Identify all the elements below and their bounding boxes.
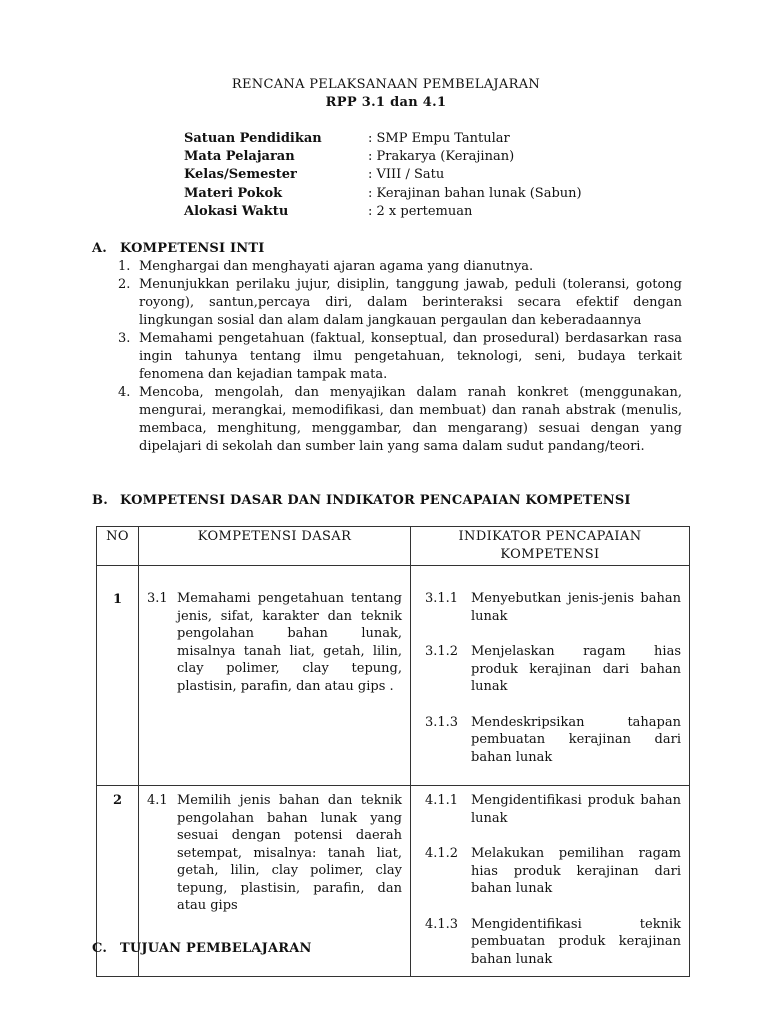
indicator-code: 3.1.1 (425, 591, 459, 606)
info-label: Kelas/Semester (184, 167, 297, 183)
indicator-code: 3.1.2 (425, 644, 459, 659)
header-no: NO (97, 527, 139, 566)
list-item (118, 276, 682, 330)
kd-item (147, 590, 402, 695)
list-number: 1. (118, 259, 131, 274)
indicator-code: 3.1.3 (425, 714, 459, 730)
section-title: TUJUAN PEMBELAJARAN (120, 941, 312, 956)
info-label: Alokasi Waktu (184, 203, 289, 219)
kd-code: 4.1 (147, 793, 168, 808)
info-value: : VIII / Satu (368, 167, 445, 183)
list-text: Menghargai dan menghayati ajaran agama yang dianutnya. (139, 259, 534, 274)
indicator-cell (411, 786, 690, 977)
section-a-heading (92, 240, 265, 258)
indicator-text: Mendeskripsikan tahapan pembuatan kerajinan dari bahan lunak (471, 714, 681, 765)
kd-code: 3.1 (147, 591, 168, 606)
table-row (97, 566, 690, 786)
indicator-item (425, 714, 681, 767)
kd-text: Memahami pengetahuan tentang jenis, sifat, karakter dan teknik pengolahan bahan lunak, misalnya tanah liat, getah, lilin, clay polimer, clay tepung, plastisin, parafin, dan atau gips . (177, 591, 402, 694)
section-title: KOMPETENSI INTI (120, 241, 265, 256)
indicator-item (425, 792, 681, 827)
kompetensi-inti-list (118, 258, 682, 456)
indicator-code: 4.1.1 (425, 793, 459, 808)
list-item (118, 330, 682, 384)
indicator-text: Mengidentifikasi teknik pembuatan produk kerajinan bahan lunak (471, 916, 681, 967)
indicator-text: Mengidentifikasi produk bahan lunak (471, 793, 681, 826)
list-number: 3. (118, 331, 131, 346)
list-text: Menunjukkan perilaku jujur, disiplin, tanggung jawab, peduli (toleransi, gotong royong), santun,percaya diri, dalam berinteraksi secara efektif dengan lingkungan sosial dan alam dalam jangkauan pergaulan dan keberadaannya (139, 277, 682, 328)
kd-text: Memilih jenis bahan dan teknik pengolahan bahan lunak yang sesuai dengan potensi daerah setempat, misalnya: tanah liat, getah, lilin, clay polimer, clay tepung, plastisin, parafin, dan atau gips (177, 793, 402, 913)
indicator-text: Menyebutkan jenis-jenis bahan lunak (471, 591, 681, 624)
header-kompetensi-dasar: KOMPETENSI DASAR (139, 527, 411, 566)
info-value: : 2 x pertemuan (368, 203, 473, 219)
list-number: 2. (118, 277, 131, 292)
kd-item (147, 792, 402, 915)
indicator-item (425, 590, 681, 625)
document-subtitle: RPP 3.1 dan 4.1 (325, 95, 447, 110)
section-title: KOMPETENSI DASAR DAN INDIKATOR PENCAPAIAN KOMPETENSI (120, 493, 631, 508)
info-value: : Prakarya (Kerajinan) (368, 149, 515, 165)
info-value: : Kerajinan bahan lunak (Sabun) (368, 185, 582, 201)
info-label: Satuan Pendidikan (184, 131, 322, 146)
section-letter: B. (92, 493, 108, 508)
competency-table (96, 526, 690, 977)
info-label: Mata Pelajaran (184, 149, 295, 165)
indicator-text: Melakukan pemilihan ragam hias produk kerajinan dari bahan lunak (471, 846, 681, 896)
kd-cell (139, 566, 411, 786)
row-number: 2 (97, 786, 139, 977)
info-value: : SMP Empu Tantular (368, 131, 510, 146)
list-item (118, 258, 682, 276)
indicator-text: Menjelaskan ragam hias produk kerajinan dari bahan lunak (471, 644, 681, 694)
list-item (118, 384, 682, 456)
indicator-item (425, 845, 681, 898)
indicator-cell (411, 566, 690, 786)
table-header-row (97, 527, 690, 566)
section-letter: C. (92, 941, 108, 956)
section-c-heading (92, 940, 312, 958)
list-text: Mencoba, mengolah, dan menyajikan dalam ranah konkret (menggunakan, mengurai, merangkai, memodifikasi, dan membuat) dan ranah abstrak (menulis, membaca, menghitung, menggambar, dan mengarang) sesuai dengan yang dipelajari di sekolah dan sumber lain yang sama dalam sudut pandang/teori. (139, 385, 682, 454)
row-number: 1 (97, 566, 139, 786)
header-indikator: INDIKATOR PENCAPAIAN KOMPETENSI (411, 527, 690, 566)
list-text: Memahami pengetahuan (faktual, konseptual, dan prosedural) berdasarkan rasa ingin tahunya tentang ilmu pengetahuan, teknologi, seni, budaya terkait fenomena dan kejadian tampak mata. (139, 331, 682, 382)
list-number: 4. (118, 385, 131, 400)
section-b-heading (92, 492, 631, 510)
info-label: Materi Pokok (184, 185, 283, 201)
section-letter: A. (92, 241, 108, 256)
document-title: RENCANA PELAKSANAAN PEMBELAJARAN (231, 77, 541, 92)
indicator-item (425, 916, 681, 969)
indicator-code: 4.1.2 (425, 846, 459, 861)
indicator-code: 4.1.3 (425, 916, 459, 932)
indicator-item (425, 643, 681, 696)
